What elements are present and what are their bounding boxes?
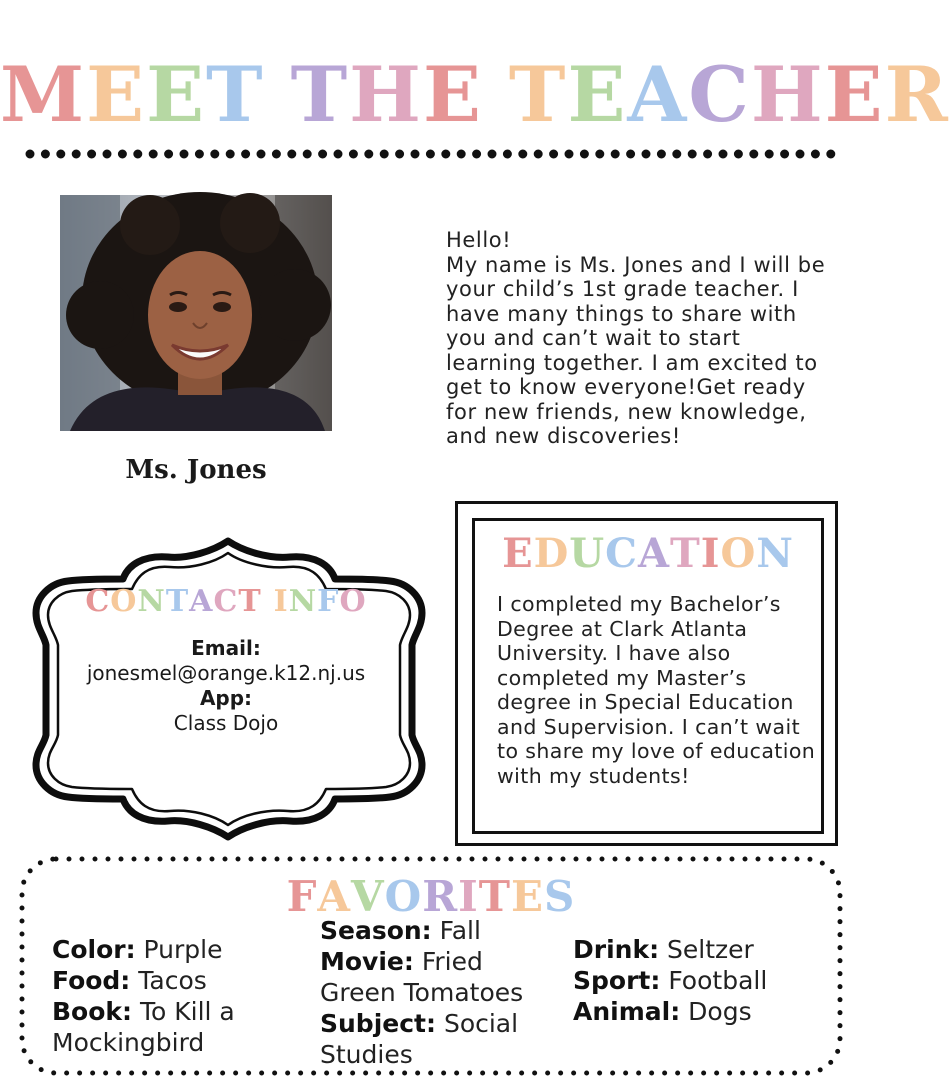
title-letter: H: [750, 50, 825, 139]
favorite-drink: Drink: Seltzer: [573, 935, 754, 964]
contact-info-heading: [40, 584, 412, 619]
favorites-title-letter: V: [351, 872, 385, 921]
favorite-season: Season: Fall: [320, 916, 481, 945]
contact-title-letter: O: [110, 584, 138, 619]
favorites-title-letter: I: [458, 872, 479, 921]
favorites-title-letter: F: [286, 872, 318, 921]
favorite-sport: Sport: Football: [573, 966, 768, 995]
contact-title-letter: T: [165, 584, 190, 619]
title-letter: T: [508, 50, 568, 139]
education-title-letter: I: [700, 530, 721, 577]
favorites-title-letter: R: [422, 872, 459, 921]
title-letter: T: [290, 50, 350, 139]
contact-title-letter: A: [189, 584, 214, 619]
teacher-photo: [60, 195, 332, 431]
contact-title-letter: C: [85, 584, 111, 619]
favorite-food: Food: Tacos: [52, 966, 207, 995]
favorite-movie: Movie: Fried Green Tomatoes: [320, 947, 524, 1007]
email-label: Email:: [191, 636, 261, 660]
title-letter: E: [86, 50, 147, 139]
title-letter: E: [422, 50, 483, 139]
contact-title-letter: O: [339, 584, 367, 619]
title-letter: R: [884, 50, 950, 139]
dotted-divider: [24, 148, 839, 160]
favorites-title-letter: A: [317, 872, 352, 921]
title-letter: C: [688, 50, 751, 139]
favorites-title-letter: E: [511, 872, 545, 921]
title-letter: E: [146, 50, 207, 139]
favorites-column-1: [52, 934, 292, 1058]
title-letter: E: [567, 50, 628, 139]
favorite-color: Color: Purple: [52, 935, 223, 964]
title-letter: H: [349, 50, 423, 139]
title-letter: A: [627, 50, 689, 139]
app-label: App:: [199, 686, 253, 710]
contact-title-letter: I: [273, 584, 289, 619]
teacher-name: Ms. Jones: [125, 455, 267, 485]
favorites-heading: [0, 872, 862, 921]
education-title-letter: N: [756, 530, 794, 577]
education-title-letter: U: [569, 530, 606, 577]
favorites-column-3: [573, 934, 833, 1027]
title-letter: E: [824, 50, 885, 139]
education-title-letter: E: [502, 530, 534, 577]
contact-details: [40, 636, 412, 736]
favorites-title-letter: T: [478, 872, 512, 921]
contact-title-letter: N: [137, 584, 166, 619]
favorites-title-letter: O: [384, 872, 423, 921]
favorite-subject: Subject: Social Studies: [320, 1009, 519, 1069]
education-title-letter: D: [533, 530, 570, 577]
education-title-letter: T: [670, 530, 701, 577]
contact-title-letter: T: [238, 584, 262, 619]
contact-title-letter: F: [317, 584, 340, 619]
education-title-letter: O: [720, 530, 757, 577]
app-name: Class Dojo: [173, 711, 279, 735]
education-title-letter: A: [637, 530, 671, 577]
contact-title-letter: N: [288, 584, 318, 619]
title-letter: T: [206, 50, 265, 139]
education-text: I completed my Bachelor’s Degree at Clark Atlanta University. I have also completed my Master’s degree in Special Education and Supervision. I can’t wait to share my love of education with my students!: [497, 592, 816, 788]
title-letter: M: [0, 50, 87, 139]
intro-text: Hello! My name is Ms. Jones and I will be your child’s 1st grade teacher. I have many things to share with you and can’t wait to start learning together. I am excited to get to know everyone!Get ready for new friends, new knowledge, and new discoveries!: [446, 228, 826, 448]
email-address[interactable]: jonesmel@orange.k12.nj.us: [86, 661, 366, 685]
page-title: [0, 50, 950, 140]
favorites-title-letter: S: [544, 872, 576, 921]
contact-title-letter: C: [213, 584, 239, 619]
education-heading: [472, 530, 824, 577]
education-title-letter: C: [605, 530, 638, 577]
favorite-book: Book: To Kill a Mockingbird: [52, 997, 235, 1057]
favorites-column-2: [320, 915, 565, 1070]
favorite-animal: Animal: Dogs: [573, 997, 752, 1026]
